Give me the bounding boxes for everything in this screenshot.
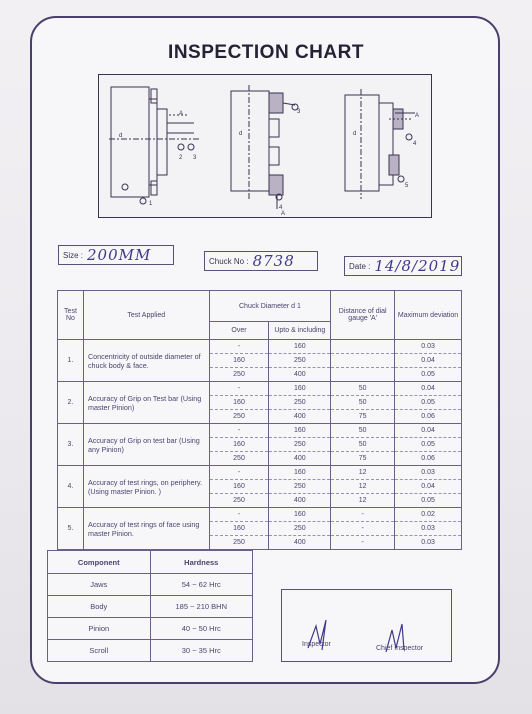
page-title: INSPECTION CHART bbox=[168, 42, 364, 63]
distance-value bbox=[331, 340, 394, 354]
table-row bbox=[58, 508, 462, 550]
chuck-value: 8738 bbox=[252, 252, 295, 270]
col-header-test-no: Test No bbox=[58, 291, 84, 340]
col-header-upto: Upto & including bbox=[269, 322, 331, 340]
table-row bbox=[58, 466, 462, 508]
hardness-cell: 30 ~ 35 Hrc bbox=[150, 640, 252, 662]
deviation-value: 0.04 bbox=[395, 382, 461, 396]
deviation-values bbox=[395, 424, 462, 466]
distance-value: 50 bbox=[331, 382, 394, 396]
deviation-value: 0.05 bbox=[421, 497, 435, 504]
distance-value: - bbox=[331, 522, 394, 536]
distance-values bbox=[331, 508, 395, 550]
inspector-label: Inspector bbox=[302, 641, 331, 648]
over-value: 160 bbox=[210, 522, 269, 536]
over-values bbox=[209, 382, 269, 424]
date-value: 14/8/2019 bbox=[374, 257, 461, 275]
over-value: 250 bbox=[233, 413, 245, 420]
upto-value: 250 bbox=[269, 354, 330, 368]
chuck-box bbox=[204, 251, 318, 271]
over-value: - bbox=[210, 508, 269, 522]
hardness-cell: 185 ~ 210 BHN bbox=[150, 596, 252, 618]
diagram-label: A bbox=[179, 111, 184, 117]
chuck-diagram bbox=[98, 74, 432, 218]
deviation-value: 0.05 bbox=[421, 371, 435, 378]
upto-value: 250 bbox=[269, 522, 330, 536]
over-values bbox=[209, 424, 269, 466]
deviation-value: 0.05 bbox=[395, 396, 461, 410]
upto-values bbox=[269, 508, 331, 550]
chuck-label: Chuck No : bbox=[209, 256, 249, 266]
distance-value bbox=[331, 368, 394, 381]
over-value: - bbox=[210, 340, 269, 354]
col-header-component: Component bbox=[48, 551, 151, 574]
diagram-label: A bbox=[281, 211, 286, 217]
test-applied: Accuracy of test rings, on periphery. (Using master Pinion. ) bbox=[83, 466, 209, 508]
test-applied: Accuracy of test rings of face using master Pinion. bbox=[83, 508, 209, 550]
diagram-label: A bbox=[415, 113, 420, 119]
test-number: 4. bbox=[58, 466, 84, 508]
inspection-table-body bbox=[58, 340, 462, 550]
upto-value: 160 bbox=[269, 508, 330, 522]
distance-value: - bbox=[331, 508, 394, 522]
table-row bbox=[58, 382, 462, 424]
over-value: 160 bbox=[210, 438, 269, 452]
over-value: 250 bbox=[233, 455, 245, 462]
distance-values bbox=[331, 466, 395, 508]
diagram-label: d bbox=[239, 131, 243, 137]
deviation-values bbox=[395, 340, 462, 382]
handwritten-signatures bbox=[282, 590, 451, 661]
component-cell: Jaws bbox=[48, 574, 151, 596]
diagram-label: 3 bbox=[193, 155, 197, 161]
upto-value: 160 bbox=[269, 382, 330, 396]
col-header-test-applied: Test Applied bbox=[83, 291, 209, 340]
deviation-value: 0.06 bbox=[421, 455, 435, 462]
upto-value: 160 bbox=[269, 424, 330, 438]
deviation-value: 0.06 bbox=[421, 413, 435, 420]
over-value: 250 bbox=[233, 371, 245, 378]
col-header-hardness: Hardness bbox=[150, 551, 252, 574]
deviation-value: 0.02 bbox=[395, 508, 461, 522]
diagram-label: 2 bbox=[179, 155, 183, 161]
deviation-value: 0.04 bbox=[395, 424, 461, 438]
table-row bbox=[48, 618, 253, 640]
date-box bbox=[344, 256, 462, 276]
date-label: Date : bbox=[349, 261, 371, 271]
signature-box bbox=[281, 589, 452, 662]
upto-values bbox=[269, 424, 331, 466]
col-header-distance: Distance of dial gauge 'A' bbox=[331, 291, 395, 340]
component-cell: Body bbox=[48, 596, 151, 618]
diagram-label: 5 bbox=[405, 183, 409, 189]
upto-value: 160 bbox=[269, 466, 330, 480]
size-value: 200MM bbox=[87, 246, 152, 264]
hardness-cell: 40 ~ 50 Hrc bbox=[150, 618, 252, 640]
deviation-value: 0.03 bbox=[395, 522, 461, 536]
test-applied: Accuracy of Grip on test bar (Using any Pinion) bbox=[83, 424, 209, 466]
distance-value: 50 bbox=[331, 438, 394, 452]
over-value: 160 bbox=[210, 480, 269, 494]
upto-value: 160 bbox=[269, 340, 330, 354]
distance-value: 50 bbox=[331, 424, 394, 438]
size-label: Size : bbox=[63, 250, 84, 260]
upto-value: 400 bbox=[293, 371, 306, 378]
table-row bbox=[48, 574, 253, 596]
distance-value: 12 bbox=[358, 497, 367, 504]
upto-value: 400 bbox=[293, 413, 306, 420]
table-row bbox=[58, 340, 462, 382]
over-values bbox=[209, 466, 269, 508]
table-row bbox=[58, 424, 462, 466]
col-header-chuck-diameter: Chuck Diameter d 1 bbox=[209, 291, 331, 322]
component-cell: Scroll bbox=[48, 640, 151, 662]
deviation-value: 0.03 bbox=[421, 539, 435, 546]
upto-value: 400 bbox=[293, 497, 306, 504]
test-number: 2. bbox=[58, 382, 84, 424]
diagram-label: 4 bbox=[413, 141, 417, 147]
distance-value: 12 bbox=[331, 480, 394, 494]
deviation-value: 0.03 bbox=[395, 340, 461, 354]
distance-value: 75 bbox=[358, 413, 367, 420]
distance-value bbox=[331, 354, 394, 368]
hardness-table-body bbox=[48, 574, 253, 662]
upto-value: 400 bbox=[293, 539, 306, 546]
col-header-max-deviation: Maximum deviation bbox=[395, 291, 462, 340]
hardness-cell: 54 ~ 62 Hrc bbox=[150, 574, 252, 596]
diagram-label: 1 bbox=[149, 201, 153, 207]
deviation-values bbox=[395, 466, 462, 508]
table-row bbox=[48, 596, 253, 618]
distance-value: 50 bbox=[331, 396, 394, 410]
over-value: - bbox=[210, 424, 269, 438]
table-row bbox=[48, 640, 253, 662]
test-applied: Concentricity of outside diameter of chuck body & face. bbox=[83, 340, 209, 382]
deviation-values bbox=[395, 382, 462, 424]
diagram-label: 4 bbox=[279, 205, 283, 211]
upto-value: 250 bbox=[269, 438, 330, 452]
distance-value: - bbox=[361, 539, 364, 546]
deviation-value: 0.04 bbox=[395, 354, 461, 368]
upto-value: 250 bbox=[269, 396, 330, 410]
diagram-label: d bbox=[353, 131, 357, 137]
test-number: 3. bbox=[58, 424, 84, 466]
deviation-value: 0.03 bbox=[395, 466, 461, 480]
distance-value: 75 bbox=[358, 455, 367, 462]
col-header-over: Over bbox=[209, 322, 269, 340]
upto-values bbox=[269, 340, 331, 382]
upto-values bbox=[269, 382, 331, 424]
inspection-table bbox=[57, 290, 462, 550]
diagram-label: d bbox=[119, 133, 123, 139]
chuck-drawing bbox=[99, 75, 431, 217]
test-applied: Accuracy of Grip on Test bar (Using master Pinion) bbox=[83, 382, 209, 424]
upto-values bbox=[269, 466, 331, 508]
chief-inspector-label: Chief Inspector bbox=[376, 645, 424, 652]
over-value: 250 bbox=[233, 539, 245, 546]
hardness-table bbox=[47, 550, 253, 662]
size-box bbox=[58, 245, 174, 265]
distance-values bbox=[331, 424, 395, 466]
deviation-value: 0.05 bbox=[395, 438, 461, 452]
over-value: - bbox=[210, 382, 269, 396]
over-value: 160 bbox=[210, 354, 269, 368]
upto-value: 250 bbox=[269, 480, 330, 494]
over-value: 160 bbox=[210, 396, 269, 410]
test-number: 5. bbox=[58, 508, 84, 550]
over-values bbox=[209, 340, 269, 382]
over-value: 250 bbox=[233, 497, 245, 504]
component-cell: Pinion bbox=[48, 618, 151, 640]
test-number: 1. bbox=[58, 340, 84, 382]
deviation-values bbox=[395, 508, 462, 550]
upto-value: 400 bbox=[293, 455, 306, 462]
distance-value: 12 bbox=[331, 466, 394, 480]
distance-values bbox=[331, 340, 395, 382]
distance-values bbox=[331, 382, 395, 424]
deviation-value: 0.04 bbox=[395, 480, 461, 494]
over-values bbox=[209, 508, 269, 550]
diagram-label: 3 bbox=[297, 109, 301, 115]
over-value: - bbox=[210, 466, 269, 480]
